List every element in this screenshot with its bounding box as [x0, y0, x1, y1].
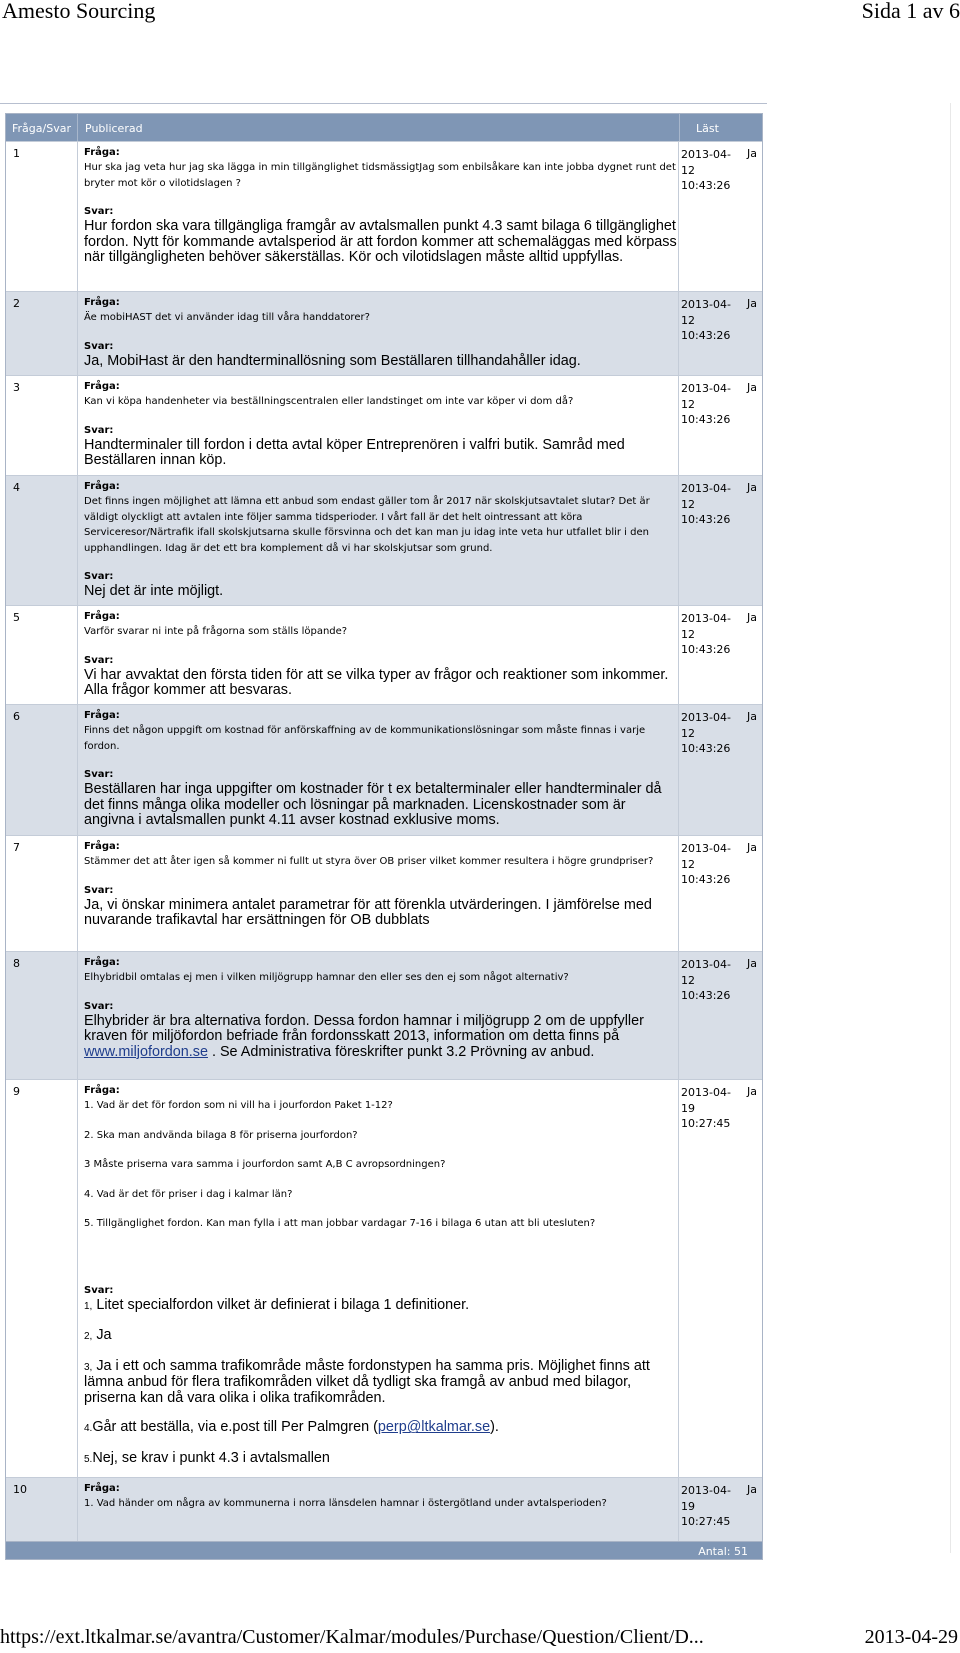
print-date: 2013-04-29 [864, 1626, 958, 1648]
answer-text: Ja, MobiHast är den handterminallösning som Beställaren tillhandahåller idag. [84, 352, 581, 369]
question-text: Elhybridbil omtalas ej men i vilken miljögrupp hamnar den eller ses den ej som något alternativ? [84, 972, 569, 983]
read-status: Ja [747, 381, 757, 394]
question-label: Fråga: [84, 381, 120, 392]
miljofordon-link[interactable]: www.miljofordon.se [84, 1043, 208, 1060]
question-text: Äe mobiHAST det vi använder idag till våra handdatorer? [84, 312, 370, 323]
answer-label: Svar: [84, 1284, 114, 1296]
answer-number: 1, [84, 1300, 93, 1312]
qa-cell [77, 1478, 679, 1541]
email-link[interactable]: perp@ltkalmar.se [377, 1419, 491, 1436]
question-text: Det finns ingen möjlighet att lämna ett anbud som endast gäller tom år 2017 när skolskjutsavtalet slutar? Det är väldigt olyckligt att avtalen inte följer samma tidsperioder. I vårt fall är det helt ointressant att köra Serviceresor/Närtrafik ifall skolskjutsarna skulle försvinna och det kan man ju idag inte veta hur utfallet blir i den upphandlingen. Idag är det ett bra komplement då vi har skolskjutsar som grund. [84, 496, 650, 554]
row-number: 2 [13, 297, 20, 310]
row-number: 10 [13, 1483, 27, 1496]
qa-cell [77, 1080, 679, 1477]
published-date: 2013-04-12 10:43:26 [681, 298, 731, 342]
question-text: Stämmer det att åter igen så kommer ni fullt ut styra över OB priser vilket kommer resultera i högre grundpriser? [84, 856, 654, 867]
question-text: 1. Vad händer om några av kommunerna i norra länsdelen hamnar i östergötland under avtalsperioden? [84, 1498, 607, 1509]
qa-cell [77, 606, 679, 704]
read-status: Ja [747, 611, 757, 624]
table-row[interactable] [6, 835, 762, 951]
row-number: 3 [13, 381, 20, 394]
answer-label: Svar: [84, 206, 114, 217]
answer-text-part: Litet specialfordon vilket är definierat i bilaga 1 definitioner. [96, 1296, 470, 1313]
page-header [0, 0, 960, 26]
answer-text: Hur fordon ska vara tillgängliga framgår av avtalsmallen punkt 4.3 samt bilaga 6 tillgänglighet fordon. Nytt för kommande avtalsperiod är att fordon kommer att schemaläggas med körpass när tillgängligheten behöver säkerställas. Kör och vilotidslagen måste alltid uppfyllas. [84, 218, 677, 266]
qa-cell [77, 836, 679, 951]
answer-text-part: Elhybrider är bra alternativa fordon. Dessa fordon hamnar i miljögrupp 2 om de uppfyller kraven för miljöfordon befriade från fordonsskatt 2013, information om detta finns på [84, 1012, 644, 1045]
answer-text [84, 1014, 678, 1061]
page-footer [0, 1626, 960, 1652]
answer-text: Handterminaler till fordon i detta avtal köper Entreprenören i valfri butik. Samråd med Beställaren innan köp. [84, 436, 625, 469]
question-text: 5. Tillgänglighet fordon. Kan man fylla i att man jobbar vardagar 7-16 i bilaga 6 utan att bli utesluten? [84, 1218, 596, 1229]
answer-text-part: . Se Administrativa föreskrifter punkt 3.2 Prövning av anbud. [207, 1043, 595, 1060]
table-row[interactable] [6, 605, 762, 704]
answer-number: 5. [84, 1454, 93, 1466]
answer-text [84, 1298, 678, 1315]
answer-text [84, 1420, 678, 1437]
read-status: Ja [747, 841, 757, 854]
published-date: 2013-04-12 10:43:26 [681, 711, 731, 755]
question-label: Fråga: [84, 481, 120, 492]
page-indicator: Sida 1 av 6 [861, 0, 960, 23]
qa-cell [77, 476, 679, 605]
answer-label: Svar: [84, 654, 114, 666]
published-date: 2013-04-12 10:43:26 [681, 612, 731, 656]
divider [679, 114, 680, 141]
table-row[interactable] [6, 1079, 762, 1477]
qa-cell [77, 142, 679, 291]
question-label: Fråga: [84, 1483, 120, 1494]
row-number: 8 [13, 957, 20, 970]
row-number: 5 [13, 611, 20, 624]
read-status: Ja [747, 297, 757, 310]
divider [77, 114, 78, 141]
question-text: 1. Vad är det för fordon som ni vill ha i jourfordon Paket 1-12? [84, 1100, 393, 1111]
answer-text [84, 1451, 678, 1468]
divider [950, 103, 951, 1553]
answer-label: Svar: [84, 340, 114, 352]
published-date: 2013-04-12 10:43:26 [681, 482, 731, 526]
answer-text [84, 1328, 678, 1345]
question-label: Fråga: [84, 957, 120, 968]
question-label: Fråga: [84, 611, 120, 622]
question-text: 4. Vad är det för priser i dag i kalmar län? [84, 1188, 293, 1200]
question-label: Fråga: [84, 147, 120, 158]
answer-text-part: Går att beställa, via e.post till Per Palmgren ( [92, 1419, 378, 1436]
table-row[interactable] [6, 475, 762, 605]
answer-text-part: Nej, se krav i punkt 4.3 i avtalsmallen [92, 1450, 330, 1467]
table-row[interactable] [6, 141, 762, 291]
published-date: 2013-04-12 10:43:26 [681, 842, 731, 886]
read-status: Ja [747, 481, 757, 494]
answer-text-part: ). [490, 1419, 499, 1436]
column-header-read[interactable]: Läst [696, 122, 719, 135]
question-text: 2. Ska man andvända bilaga 8 för priserna jourfordon? [84, 1129, 358, 1141]
table-footer [6, 1541, 762, 1559]
table-header [6, 114, 762, 141]
app-title: Amesto Sourcing [2, 0, 156, 23]
answer-number: 4. [84, 1423, 93, 1435]
answer-label: Svar: [84, 1000, 114, 1012]
divider [0, 103, 767, 104]
table-row[interactable] [6, 375, 762, 475]
question-label: Fråga: [84, 710, 120, 721]
question-text: Kan vi köpa handenheter via beställningscentralen eller landstinget om inte var köper vi dom då? [84, 396, 574, 407]
total-count: Antal: 51 [698, 1545, 748, 1558]
answer-label: Svar: [84, 884, 114, 896]
answer-label: Svar: [84, 571, 114, 582]
answer-label: Svar: [84, 424, 114, 436]
row-number: 1 [13, 147, 20, 160]
table-row[interactable] [6, 291, 762, 375]
column-header-qa[interactable]: Fråga/Svar [12, 122, 71, 135]
page-url: https://ext.ltkalmar.se/avantra/Customer/Kalmar/modules/Purchase/Question/Client/D... [0, 1626, 704, 1648]
answer-number: 2, [84, 1331, 93, 1343]
answer-label: Svar: [84, 769, 114, 780]
read-status: Ja [747, 957, 757, 970]
published-date: 2013-04-12 10:43:26 [681, 382, 731, 426]
answer-text [84, 1359, 678, 1407]
question-text: Hur ska jag veta hur jag ska lägga in min tillgänglighet tidsmässigtJag som enbilsåkare kan inte jobba dygnet runt det bryter mot kör o vilotidslagen ? [84, 162, 676, 189]
table-row[interactable] [6, 951, 762, 1079]
row-number: 9 [13, 1085, 20, 1098]
question-label: Fråga: [84, 841, 120, 852]
answer-number: 3, [84, 1361, 93, 1373]
answer-text: Ja, vi önskar minimera antalet parametrar för att förenkla utvärderingen. I jämförelse med nuvarande trafikavtal har ersättningen för OB dubblats [84, 896, 652, 929]
published-date: 2013-04-19 10:27:45 [681, 1086, 731, 1130]
question-text: 3 Måste priserna vara samma i jourfordon samt A,B C avropsordningen? [84, 1159, 446, 1170]
qa-cell [77, 376, 679, 475]
question-label: Fråga: [84, 1085, 120, 1096]
answer-text-part: Ja [96, 1327, 112, 1344]
question-label: Fråga: [84, 297, 120, 308]
qa-table [5, 113, 763, 1560]
answer-text: Nej det är inte möjligt. [84, 583, 224, 599]
answer-text-part: Ja i ett och samma trafikområde måste fordonstypen ha samma pris. Möjlighet finns att lämna anbud för flera trafikområden vilket då tydligt ska framgå av anbud med bilagor, priserna kan då vara olika i olika trafikområden. [84, 1357, 650, 1406]
read-status: Ja [747, 1085, 757, 1098]
row-number: 7 [13, 841, 20, 854]
row-number: 4 [13, 481, 20, 494]
read-status: Ja [747, 1483, 757, 1496]
qa-cell [77, 705, 679, 835]
row-number: 6 [13, 710, 20, 723]
published-date: 2013-04-19 10:27:45 [681, 1484, 731, 1528]
column-header-published[interactable]: Publicerad [85, 122, 143, 135]
read-status: Ja [747, 147, 757, 160]
question-text: Varför svarar ni inte på frågorna som ställs löpande? [84, 626, 348, 637]
qa-cell [77, 952, 679, 1079]
table-row[interactable] [6, 1477, 762, 1541]
answer-text: Beställaren har inga uppgifter om kostnader för t ex betalterminaler eller handterminaler då det finns många olika modeller och lösningar på marknaden. Licenskostnader som är angivna i avtalsmallen punkt 4.11 avser kostnad exklusive moms. [84, 781, 662, 829]
qa-cell [77, 292, 679, 375]
read-status: Ja [747, 710, 757, 723]
published-date: 2013-04-12 10:43:26 [681, 148, 731, 192]
question-text: Finns det någon uppgift om kostnad för anförskaffning av de kommunikationslösningar som måste finnas i varje fordon. [84, 725, 646, 752]
answer-text: Vi har avvaktat den första tiden för att se vilka typer av frågor och reaktioner som inkommer. Alla frågor kommer att besvaras. [84, 666, 669, 699]
published-date: 2013-04-12 10:43:26 [681, 958, 731, 1002]
table-row[interactable] [6, 704, 762, 835]
